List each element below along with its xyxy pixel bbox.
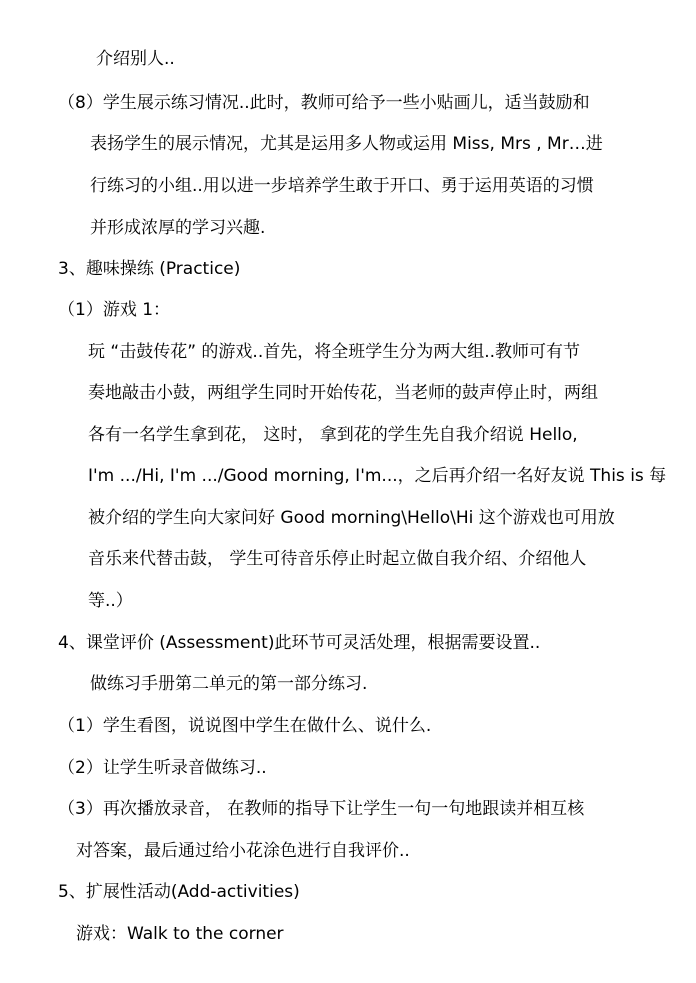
text-line: 对答案，最后通过给小花涂色进行自我评价..	[76, 841, 410, 861]
text-line: 玩 “击鼓传花” 的游戏..首先，将全班学生分为两大组..教师可有节	[88, 342, 581, 362]
text-line: （8）学生展示练习情况..此时，教师可给予一些小贴画儿，适当鼓励和	[58, 93, 590, 113]
text-line: 并形成浓厚的学习兴趣.	[90, 218, 266, 238]
text-line: 被介绍的学生向大家问好 Good morning\Hello\Hi 这个游戏也可用放	[88, 508, 615, 528]
text-line: （1）学生看图，说说图中学生在做什么、说什么.	[58, 716, 432, 736]
text-line: 介绍别人..	[96, 49, 175, 69]
text-line: 音乐来代替击鼓， 学生可待音乐停止时起立做自我介绍、介绍他人	[88, 549, 587, 569]
text-line: I'm .../Hi, I'm .../Good morning, I'm...，之后再介绍一名好友说 This is 每	[88, 466, 667, 486]
text-line: 等..）	[88, 591, 133, 611]
text-line: 行练习的小组..用以进一步培养学生敢于开口、勇于运用英语的习惯	[90, 176, 594, 196]
section-heading: 4、课堂评价 (Assessment)此环节可灵活处理，根据需要设置..	[58, 633, 541, 653]
text-line: （2）让学生听录音做练习..	[58, 758, 267, 778]
text-line: （1）游戏 1：	[58, 300, 171, 320]
text-line: 各有一名学生拿到花， 这时， 拿到花的学生先自我介绍说 Hello,	[88, 425, 578, 445]
text-line: （3）再次播放录音， 在教师的指导下让学生一句一句地跟读并相互核	[58, 799, 585, 819]
text-line: 做练习手册第二单元的第一部分练习.	[90, 674, 368, 694]
text-line: 游戏：Walk to the corner	[76, 924, 284, 944]
section-heading: 5、扩展性活动(Add-activities)	[58, 882, 300, 902]
text-line: 奏地敲击小鼓，两组学生同时开始传花，当老师的鼓声停止时，两组	[88, 383, 598, 403]
text-line: 表扬学生的展示情况，尤其是运用多人物或运用 Miss, Mrs , Mr…进	[90, 134, 603, 154]
section-heading: 3、趣味操练 (Practice)	[58, 259, 241, 279]
